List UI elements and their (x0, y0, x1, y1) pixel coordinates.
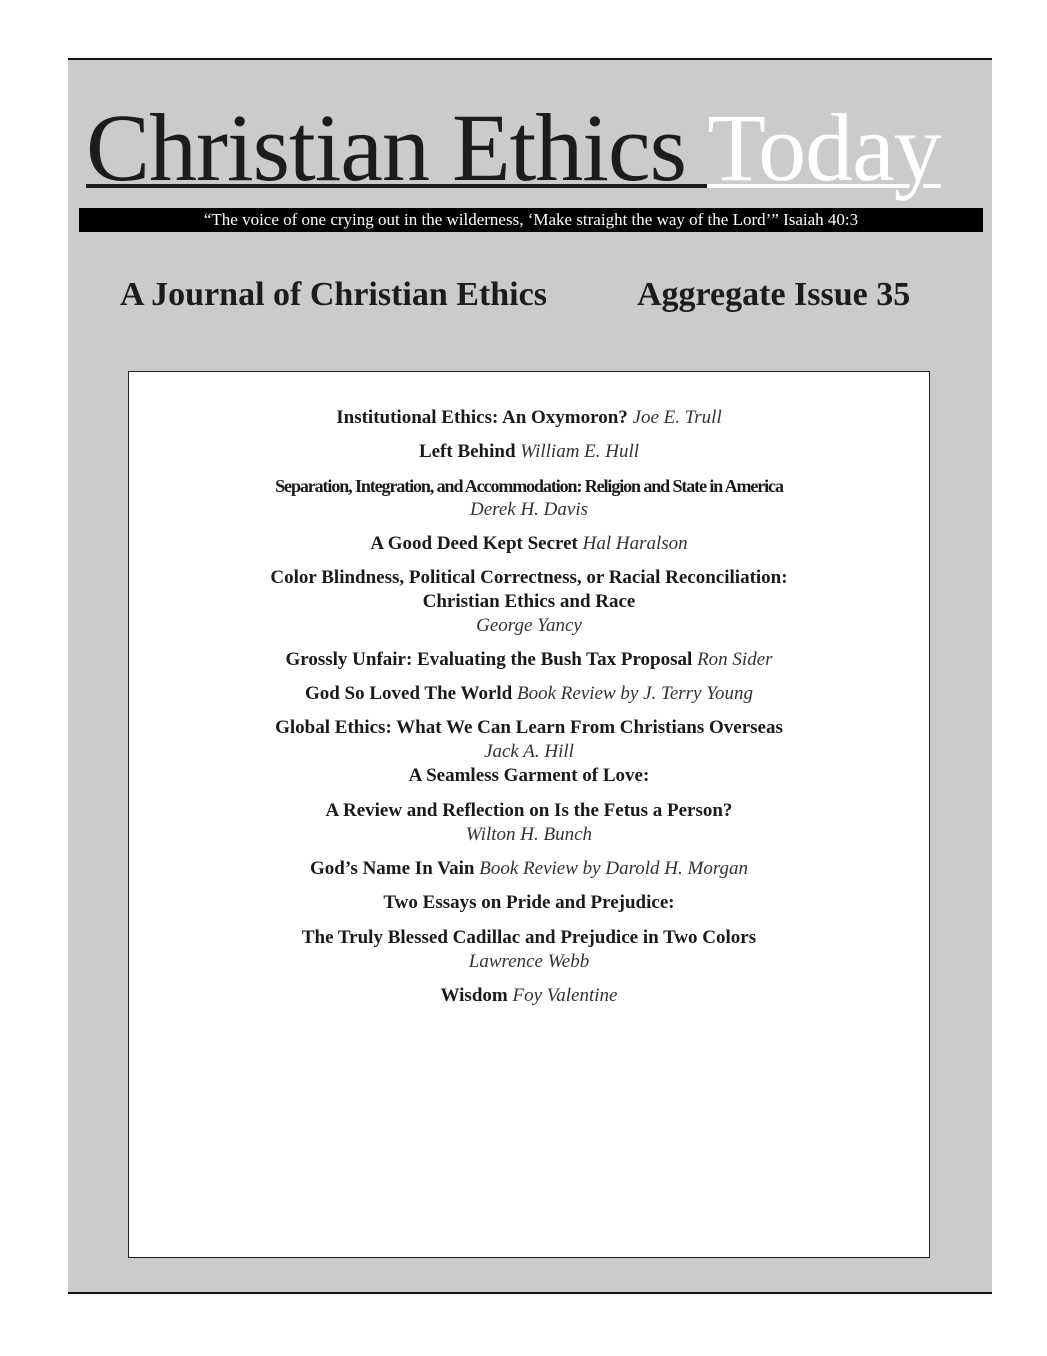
toc-author: Book Review by Darold H. Morgan (479, 858, 749, 879)
toc-title: Left Behind (418, 441, 516, 462)
toc-author: Ron Sider (697, 649, 773, 670)
toc-title: Wisdom (440, 985, 508, 1006)
toc-author: Wilton H. Bunch (465, 824, 593, 845)
masthead-title-dark: Christian Ethics (86, 94, 708, 201)
masthead-title-light: Today (707, 94, 941, 201)
toc-entry (149, 984, 909, 1008)
toc-title: Institutional Ethics: An Oxymoron? (336, 407, 628, 428)
toc-entry (149, 891, 909, 974)
toc-title-line1: Two Essays on Pride and Prejudice: (383, 892, 675, 913)
toc-title-line2: Christian Ethics and Race (422, 591, 636, 612)
masthead-title (86, 96, 986, 200)
toc-entry (149, 474, 909, 522)
toc-author: Derek H. Davis (469, 499, 588, 520)
toc-title-line1: A Seamless Garment of Love: (408, 765, 650, 786)
scripture-quote-bar: “The voice of one crying out in the wilderness, ‘Make straight the way of the Lord’” Isaiah 40:3 (79, 208, 983, 232)
toc-title: God So Loved The World (304, 683, 513, 704)
toc-title-line1: Color Blindness, Political Correctness, or Racial Reconciliation: (270, 567, 788, 588)
table-of-contents (128, 371, 930, 1258)
toc-entry (149, 440, 909, 464)
toc-author: Joe E. Trull (632, 407, 722, 428)
toc-author: Hal Haralson (582, 533, 688, 554)
toc-title-line2: The Truly Blessed Cadillac and Prejudice in Two Colors (301, 927, 757, 948)
toc-author: Lawrence Webb (468, 951, 590, 972)
toc-title: Global Ethics: What We Can Learn From Christians Overseas (275, 717, 783, 738)
toc-author: George Yancy (476, 615, 582, 636)
toc-entry (149, 648, 909, 672)
toc-entry (149, 566, 909, 638)
journal-subtitle: A Journal of Christian Ethics (120, 276, 547, 313)
toc-title-line2: A Review and Reflection on Is the Fetus a Person? (325, 800, 733, 821)
toc-entry (149, 716, 909, 764)
toc-author: Jack A. Hill (484, 741, 574, 762)
issue-number: Aggregate Issue 35 (637, 276, 911, 313)
toc-entry (149, 857, 909, 881)
bottom-rule (68, 1292, 992, 1294)
toc-author: Foy Valentine (512, 985, 618, 1006)
toc-author: Book Review by J. Terry Young (517, 683, 754, 704)
toc-title: A Good Deed Kept Secret (370, 533, 578, 554)
toc-entry (149, 406, 909, 430)
toc-title: Grossly Unfair: Evaluating the Bush Tax Proposal (285, 649, 693, 670)
toc-title: Separation, Integration, and Accommodation: Religion and State in America (275, 476, 783, 496)
toc-entry (149, 682, 909, 706)
toc-entry (149, 532, 909, 556)
toc-title: God’s Name In Vain (309, 858, 475, 879)
toc-author: William E. Hull (520, 441, 640, 462)
toc-entry (149, 764, 909, 847)
